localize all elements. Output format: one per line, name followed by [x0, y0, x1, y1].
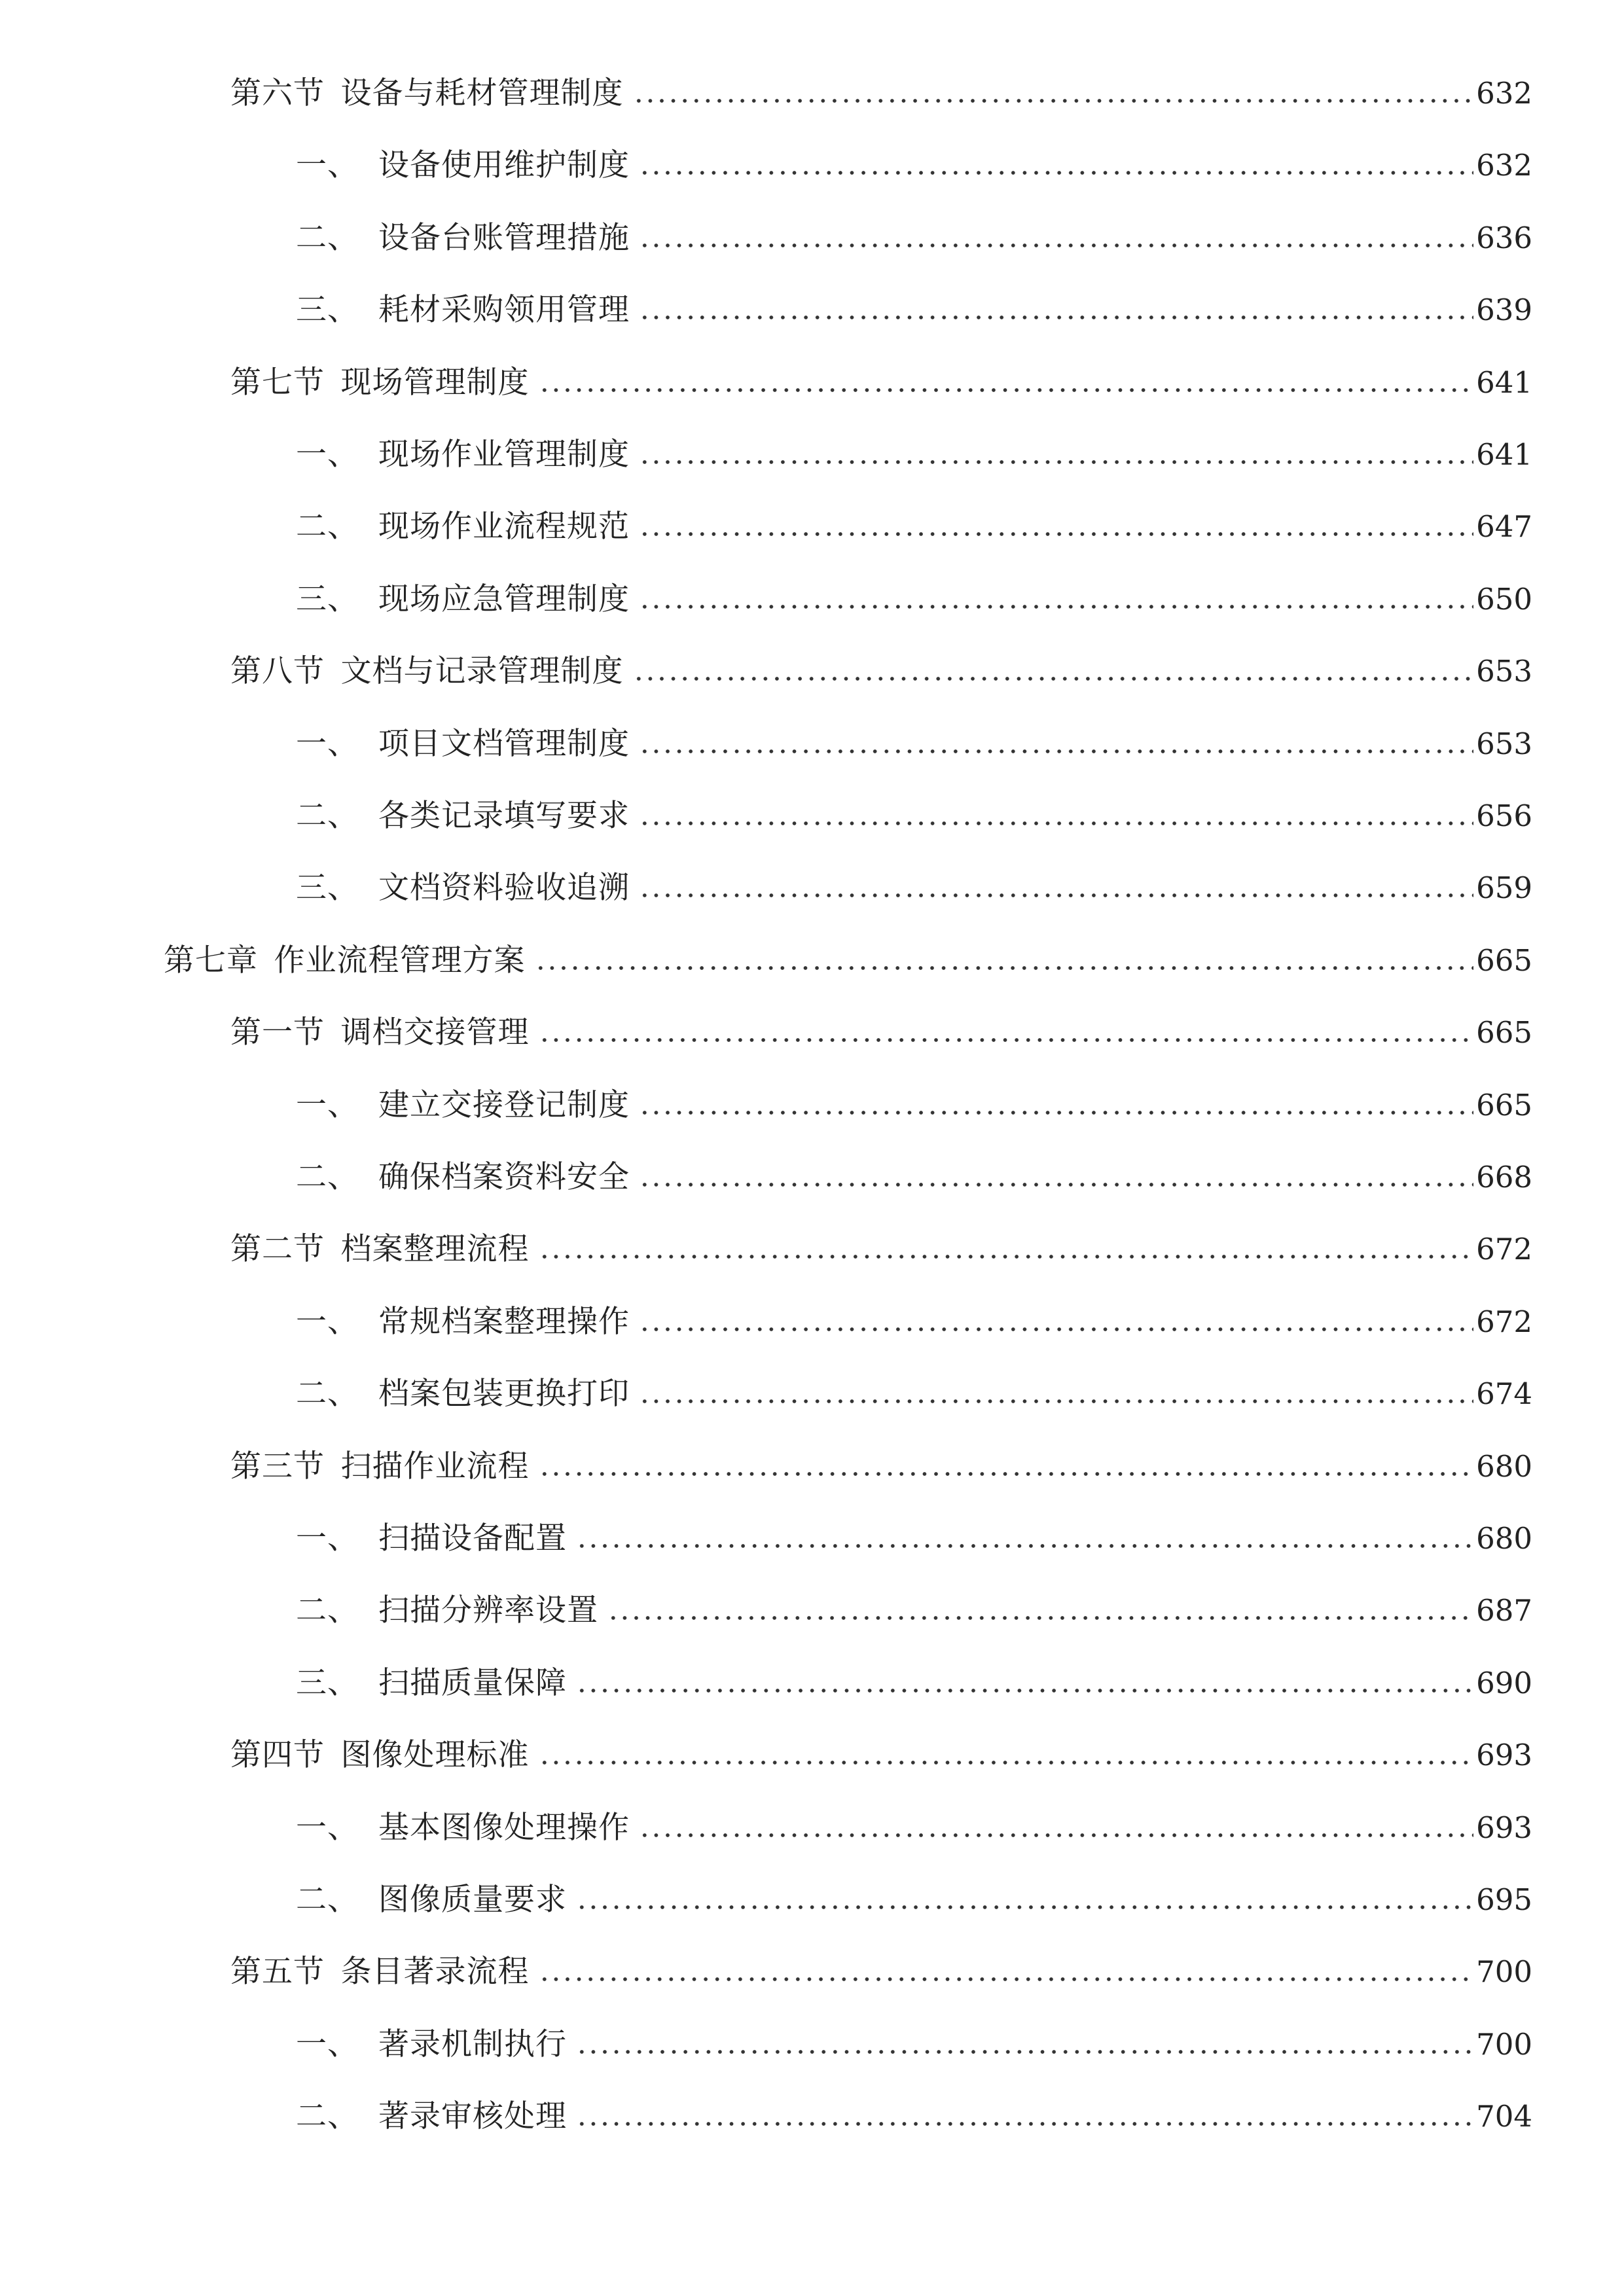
toc-entry-label: 第七章 — [164, 942, 258, 978]
toc-entry-title — [296, 2090, 567, 2143]
toc-entry-gap — [325, 1737, 341, 1773]
toc-page-number: 693 — [1476, 1810, 1532, 1845]
toc-entry-label: 一、 — [296, 437, 359, 473]
toc-entry-text: 设备台账管理措施 — [378, 219, 630, 256]
toc-entry-label: 一、 — [296, 725, 359, 762]
toc-page-number: 665 — [1476, 942, 1532, 978]
toc-entry[interactable] — [0, 284, 1624, 336]
toc-dot-leader — [639, 605, 1473, 609]
toc-entry-title — [296, 1151, 630, 1204]
toc-entry[interactable] — [0, 862, 1624, 914]
toc-entry-text: 现场作业流程规范 — [378, 509, 630, 545]
toc-entry[interactable] — [0, 2018, 1624, 2071]
toc-page-number: 680 — [1476, 1521, 1532, 1556]
toc-page-number: 680 — [1476, 1448, 1532, 1484]
toc-entry-label: 二、 — [296, 1159, 359, 1195]
toc-entry-title — [230, 1007, 530, 1059]
toc-entry-title — [296, 718, 630, 770]
toc-dot-leader — [539, 1472, 1473, 1476]
toc-entry[interactable] — [0, 1513, 1624, 1565]
toc-entry-text: 建立交接登记制度 — [378, 1086, 630, 1123]
toc-dot-leader — [576, 1905, 1473, 1909]
toc-entry[interactable] — [0, 429, 1624, 481]
toc-page-number: 653 — [1476, 726, 1532, 761]
toc-page-number: 632 — [1476, 148, 1532, 183]
toc-dot-leader — [639, 1399, 1473, 1403]
toc-page-number: 647 — [1476, 509, 1532, 545]
toc-entry-text: 调档交接管理 — [340, 1014, 530, 1051]
toc-dot-leader — [639, 460, 1473, 464]
toc-page-number: 659 — [1476, 870, 1532, 906]
toc-entry-text: 文档资料验收追溯 — [378, 870, 630, 906]
toc-entry-label: 二、 — [296, 798, 359, 834]
toc-entry-text: 确保档案资料安全 — [378, 1159, 630, 1195]
toc-dot-leader — [639, 1183, 1473, 1187]
toc-entry-text: 项目文档管理制度 — [378, 725, 630, 762]
toc-entry-text: 作业流程管理方案 — [274, 942, 526, 978]
toc-entry[interactable] — [0, 1296, 1624, 1348]
toc-dot-leader — [633, 677, 1473, 681]
toc-page-number: 704 — [1476, 2099, 1532, 2134]
toc-entry-label: 第六节 — [230, 75, 325, 111]
toc-dot-leader — [539, 1761, 1473, 1765]
toc-entry-text: 基本图像处理操作 — [378, 1809, 630, 1846]
toc-entry-label: 第八节 — [230, 653, 325, 690]
toc-entry-gap — [325, 1014, 341, 1050]
toc-page-number: 672 — [1476, 1232, 1532, 1267]
toc-page-number: 695 — [1476, 1882, 1532, 1917]
toc-page-number: 632 — [1476, 76, 1532, 111]
toc-entry-label: 第四节 — [230, 1737, 325, 1774]
toc-entry-text: 常规档案整理操作 — [378, 1303, 630, 1340]
toc-page-number: 687 — [1476, 1593, 1532, 1628]
toc-entry-label: 第一节 — [230, 1014, 325, 1051]
toc-entry[interactable] — [0, 139, 1624, 192]
toc-entry-label: 一、 — [296, 147, 359, 184]
toc-entry-gap — [325, 653, 341, 689]
toc-entry-text: 文档与记录管理制度 — [340, 653, 624, 690]
toc-entry-text: 现场应急管理制度 — [378, 581, 630, 617]
toc-entry[interactable] — [0, 1946, 1624, 1998]
toc-page-number: 639 — [1476, 293, 1532, 328]
toc-dot-leader — [639, 243, 1473, 247]
toc-entry-title — [296, 1296, 630, 1348]
toc-dot-leader — [639, 1833, 1473, 1837]
toc-entry-title — [230, 1441, 530, 1493]
toc-entry-text: 档案包装更换打印 — [378, 1376, 630, 1412]
toc-dot-leader — [576, 1544, 1473, 1548]
toc-entry-text: 扫描分辨率设置 — [378, 1592, 598, 1629]
toc-dot-leader — [639, 749, 1473, 753]
toc-entry-title — [230, 357, 530, 409]
toc-entry[interactable] — [0, 790, 1624, 842]
toc-entry-title — [164, 935, 526, 987]
toc-dot-leader — [633, 99, 1473, 103]
toc-entry-label: 第三节 — [230, 1448, 325, 1484]
toc-page-number: 665 — [1476, 1087, 1532, 1122]
toc-dot-leader — [639, 1111, 1473, 1115]
toc-entry-label: 一、 — [296, 2026, 359, 2062]
toc-page-number: 672 — [1476, 1304, 1532, 1339]
toc-entry-text: 条目著录流程 — [340, 1954, 530, 1990]
toc-dot-leader — [576, 2050, 1473, 2054]
toc-entry-title — [296, 501, 630, 553]
toc-entry-title — [296, 1585, 598, 1637]
toc-entry[interactable] — [0, 1874, 1624, 1926]
toc-entry-label: 二、 — [296, 1882, 359, 1918]
toc-entry-text: 图像质量要求 — [378, 1882, 567, 1918]
toc-entry-gap — [325, 1448, 341, 1484]
toc-entry-title — [296, 284, 630, 336]
toc-dot-leader — [576, 2122, 1473, 2126]
toc-entry[interactable] — [0, 573, 1624, 626]
toc-entry-label: 三、 — [296, 292, 359, 329]
toc-entry[interactable] — [0, 718, 1624, 770]
toc-entry-text: 扫描质量保障 — [378, 1664, 567, 1701]
toc-entry-text: 扫描作业流程 — [340, 1448, 530, 1484]
toc-entry-title — [230, 645, 624, 698]
toc-entry-label: 一、 — [296, 1303, 359, 1340]
toc-entry-text: 设备使用维护制度 — [378, 147, 630, 184]
toc-dot-leader — [639, 171, 1473, 175]
toc-entry[interactable] — [0, 1657, 1624, 1710]
toc-entry-label: 第五节 — [230, 1954, 325, 1990]
toc-entry[interactable] — [0, 1441, 1624, 1493]
toc-entry[interactable] — [0, 645, 1624, 698]
toc-entry[interactable] — [0, 1585, 1624, 1637]
toc-entry[interactable] — [0, 212, 1624, 264]
toc-page-number: 700 — [1476, 1954, 1532, 1990]
toc-entry-title — [296, 2018, 567, 2071]
toc-entry-text: 图像处理标准 — [340, 1737, 530, 1774]
toc-entry-title — [296, 139, 630, 192]
toc-entry-title — [296, 1802, 630, 1854]
toc-entry-label: 二、 — [296, 2098, 359, 2135]
toc-entry-label: 三、 — [296, 581, 359, 617]
toc-entry-label: 二、 — [296, 1592, 359, 1629]
toc-dot-leader — [639, 821, 1473, 825]
toc-entry-text: 各类记录填写要求 — [378, 798, 630, 834]
toc-entry[interactable] — [0, 1151, 1624, 1204]
toc-page-number: 641 — [1476, 365, 1532, 400]
toc-entry-label: 一、 — [296, 1809, 359, 1846]
toc-entry[interactable] — [0, 1223, 1624, 1276]
toc-dot-leader — [639, 893, 1473, 897]
toc-entry-label: 三、 — [296, 870, 359, 906]
toc-entry-text: 设备与耗材管理制度 — [340, 75, 624, 111]
toc-entry-gap — [258, 942, 274, 978]
toc-page-number: 690 — [1476, 1665, 1532, 1700]
toc-entry-title — [230, 1729, 530, 1782]
toc-entry-text: 现场作业管理制度 — [378, 437, 630, 473]
toc-entry-title — [296, 1368, 630, 1420]
toc-entry-title — [296, 1874, 567, 1926]
toc-entry-gap — [325, 1231, 341, 1267]
toc-entry-text: 档案整理流程 — [340, 1231, 530, 1268]
toc-page-number: 650 — [1476, 581, 1532, 617]
toc-entry-gap — [325, 1954, 341, 1990]
toc-entry-label: 二、 — [296, 219, 359, 256]
toc-entry-label: 二、 — [296, 1376, 359, 1412]
toc-entry-title — [296, 1513, 567, 1565]
toc-page-number: 656 — [1476, 798, 1532, 833]
toc-entry-gap — [325, 365, 341, 401]
toc-dot-leader — [639, 532, 1473, 536]
toc-dot-leader — [607, 1616, 1473, 1620]
toc-entry-title — [296, 1657, 567, 1710]
toc-entry-title — [296, 573, 630, 626]
toc-page-number: 693 — [1476, 1738, 1532, 1773]
toc-entry-text: 扫描设备配置 — [378, 1520, 567, 1556]
toc-dot-leader — [539, 388, 1473, 392]
toc-entry-title — [296, 790, 630, 842]
toc-entry-label: 三、 — [296, 1664, 359, 1701]
toc-entry-title — [296, 862, 630, 914]
toc-page-number: 641 — [1476, 437, 1532, 472]
toc-dot-leader — [539, 1977, 1473, 1981]
toc-entry[interactable] — [0, 2090, 1624, 2143]
toc-entry[interactable] — [0, 935, 1624, 987]
toc-entry-title — [296, 429, 630, 481]
toc-entry[interactable] — [0, 1729, 1624, 1782]
toc-entry-text: 著录审核处理 — [378, 2098, 567, 2135]
toc-dot-leader — [535, 966, 1473, 970]
toc-entry-text: 著录机制执行 — [378, 2026, 567, 2062]
toc-entry-title — [230, 1223, 530, 1276]
toc-entry-label: 第二节 — [230, 1231, 325, 1268]
toc-entry-title — [230, 1946, 530, 1998]
toc-entry-gap — [325, 75, 341, 111]
toc-entry-label: 一、 — [296, 1086, 359, 1123]
toc-page-number: 674 — [1476, 1376, 1532, 1412]
toc-page-number: 636 — [1476, 220, 1532, 255]
toc-page-number: 653 — [1476, 654, 1532, 689]
toc-entry-text: 现场管理制度 — [340, 364, 530, 401]
toc-dot-leader — [539, 1255, 1473, 1259]
toc-dot-leader — [539, 1038, 1473, 1042]
toc-dot-leader — [576, 1689, 1473, 1693]
toc-entry-title — [230, 67, 624, 120]
toc-entry[interactable] — [0, 1079, 1624, 1132]
toc-page-number: 665 — [1476, 1015, 1532, 1050]
toc-entry-label: 一、 — [296, 1520, 359, 1556]
toc-entry[interactable] — [0, 1802, 1624, 1854]
toc-entry[interactable] — [0, 67, 1624, 120]
toc-entry[interactable] — [0, 1368, 1624, 1420]
toc-entry-text: 耗材采购领用管理 — [378, 292, 630, 329]
toc-entry-label: 第七节 — [230, 364, 325, 401]
toc-entry-label: 二、 — [296, 509, 359, 545]
toc-entry-title — [296, 1079, 630, 1132]
toc-page-number: 700 — [1476, 2026, 1532, 2062]
toc-page-number: 668 — [1476, 1160, 1532, 1194]
toc-entry[interactable] — [0, 501, 1624, 553]
toc-dot-leader — [639, 315, 1473, 319]
toc-entry[interactable] — [0, 357, 1624, 409]
toc-dot-leader — [639, 1327, 1473, 1331]
toc-entry-title — [296, 212, 630, 264]
toc-entry[interactable] — [0, 1007, 1624, 1059]
